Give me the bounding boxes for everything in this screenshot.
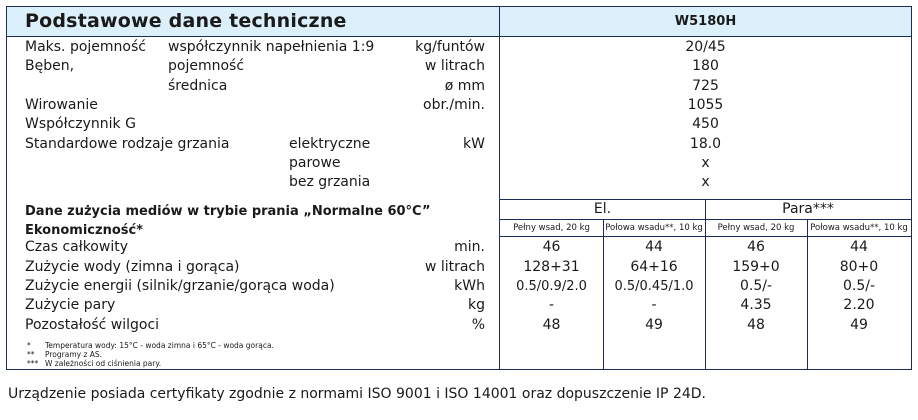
spec-sublabel: średnica (168, 78, 228, 94)
row-label: Zużycie wody (zimna i gorąca) (25, 259, 240, 275)
cell: 0.5/0.9/2.0 (516, 279, 587, 294)
cell: 64+16 (630, 259, 678, 275)
row-unit: kg (468, 297, 485, 313)
spec-value: 20/45 (685, 39, 726, 55)
spec-unit: kg/funtów (415, 39, 485, 55)
consumption-heading: Dane zużycia mediów w trybie prania „Normalne 60°C” (25, 204, 431, 219)
spec-sublabel: parowe (289, 155, 341, 171)
spec-sublabel: pojemność (168, 58, 245, 74)
footnote-mark: *** (27, 359, 39, 368)
spec-value: x (701, 174, 710, 190)
table-header-left (7, 7, 500, 37)
spec-unit: obr./min. (423, 97, 485, 113)
cell: 0.5/0.45/1.0 (614, 279, 694, 294)
group-para: Para*** (782, 201, 834, 217)
table-header-right (500, 7, 911, 37)
spec-label: Wirowanie (25, 97, 98, 113)
subheader: Pełny wsad, 20 kg (717, 223, 795, 233)
cell: 128+31 (523, 259, 580, 275)
group-el: El. (593, 201, 612, 217)
spec-label: Współczynnik G (25, 116, 136, 132)
spec-label: Bęben, (25, 58, 75, 74)
row-unit: w litrach (424, 259, 485, 275)
row-label: Czas całkowity (25, 239, 128, 255)
row-label: Zużycie energii (silnik/grzanie/gorąca woda) (25, 278, 335, 294)
spec-sublabel: elektryczne (289, 136, 371, 152)
cell: 0.5/- (842, 278, 876, 294)
spec-sublabel: bez grzania (289, 174, 371, 190)
certification-note: Urządzenie posiada certyfikaty zgodnie z normami ISO 9001 i ISO 14001 oraz dopuszczenie IP 24D. (8, 386, 706, 402)
footnote-text: Temperatura wody: 15°C - woda zimna i 65°C - woda gorąca. (45, 341, 274, 350)
subheader: Pełny wsad, 20 kg (513, 223, 590, 233)
cell: 80+0 (839, 259, 879, 275)
cell: 49 (850, 317, 868, 333)
subheader: Połowa wsadu**, 10 kg (605, 223, 703, 233)
cell: 49 (645, 317, 663, 333)
spec-label: Standardowe rodzaje grzania (25, 136, 230, 152)
spec-value: 1055 (687, 97, 724, 113)
row-unit: % (471, 317, 485, 333)
spec-value: 180 (692, 58, 719, 74)
cell: 44 (645, 239, 663, 255)
spec-value: 18.0 (689, 136, 722, 152)
spec-sublabel: współczynnik napełnienia 1:9 (168, 39, 375, 55)
spec-table (6, 6, 912, 370)
spec-value: x (701, 155, 710, 171)
spec-value: 725 (692, 78, 719, 94)
cell: 159+0 (732, 259, 780, 275)
spec-unit: ø mm (444, 78, 485, 94)
footnote-text: Programy z AS. (45, 350, 103, 359)
cell: 48 (542, 317, 561, 333)
spec-label: Maks. pojemność (25, 39, 146, 55)
spec-value: 450 (692, 116, 719, 132)
row-unit: min. (454, 239, 485, 255)
cell: 46 (747, 239, 765, 255)
cell: - (548, 297, 555, 313)
spec-unit: w litrach (424, 58, 485, 74)
cell: 0.5/- (739, 278, 773, 294)
subheader: Połowa wsadu**, 10 kg (810, 223, 908, 233)
row-unit: kWh (454, 278, 485, 294)
row-label: Pozostałość wilgoci (25, 317, 160, 333)
cell: 48 (747, 317, 765, 333)
cell: 46 (542, 239, 561, 255)
page-title: Podstawowe dane techniczne (25, 10, 347, 32)
cell: 4.35 (740, 297, 772, 313)
consumption-subheading: Ekonomiczność* (25, 223, 143, 238)
cell: 44 (850, 239, 868, 255)
footnote-mark: ** (27, 350, 35, 359)
cell: 2.20 (843, 297, 875, 313)
model-name: W5180H (674, 14, 737, 29)
footnote-mark: * (27, 341, 31, 350)
row-label: Zużycie pary (25, 297, 116, 313)
footnote-text: W zależności od ciśnienia pary. (45, 359, 162, 368)
cell: - (651, 297, 657, 313)
spec-unit: kW (463, 136, 485, 152)
